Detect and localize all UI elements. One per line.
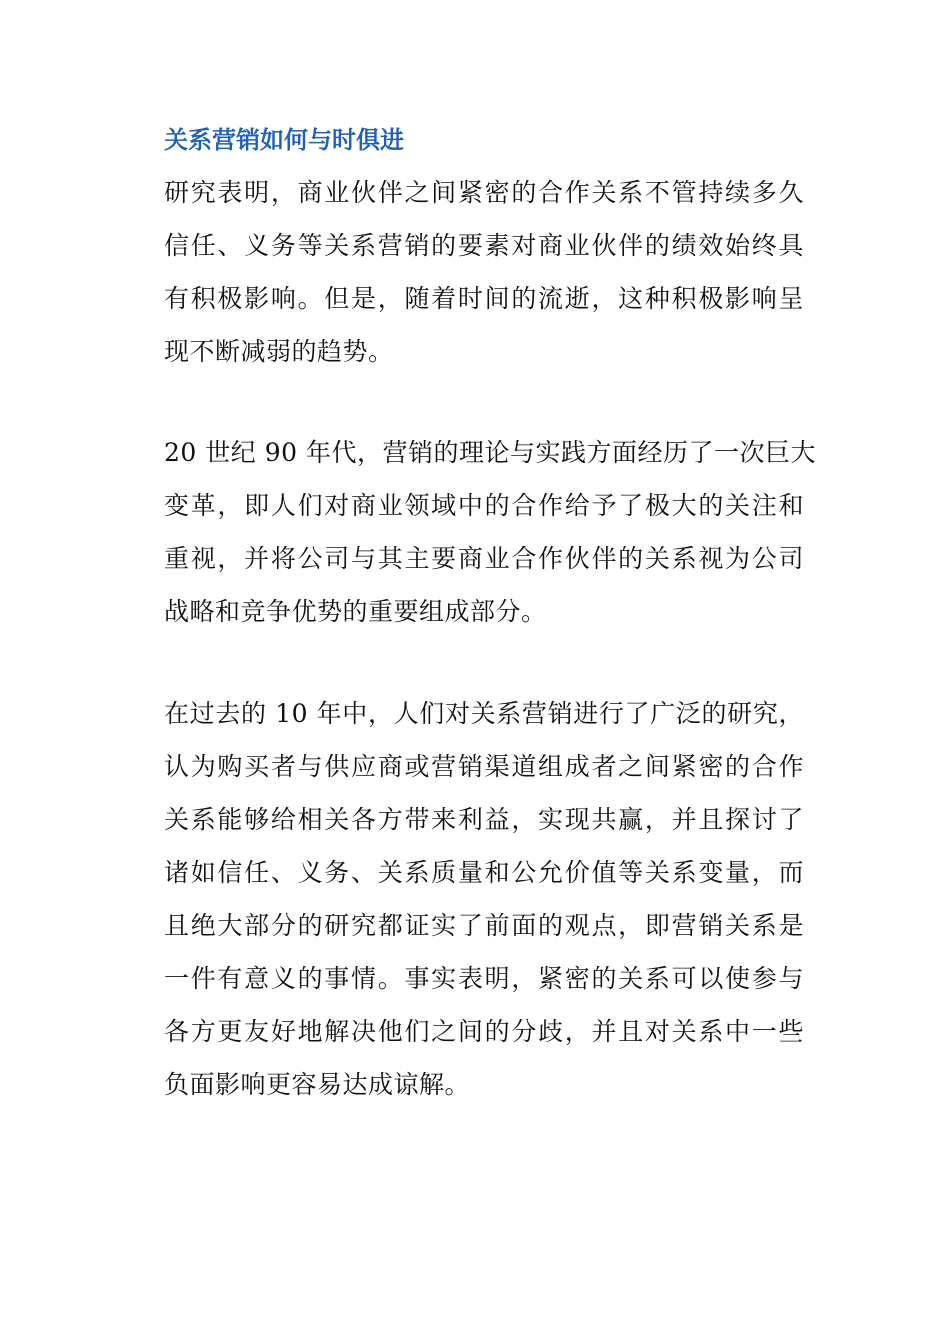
paragraph-3-line-8: 负面影响更容易达成谅解。: [164, 1070, 471, 1099]
paragraph-3-line-2: 认为购买者与供应商或营销渠道组成者之间紧密的合作: [164, 752, 804, 781]
paragraph-2-line-1: 20 世纪 90 年代，营销的理论与实践方面经历了一次巨大: [164, 438, 816, 467]
paragraph-2-line-4: 战略和竞争优势的重要组成部分。: [164, 597, 547, 626]
paragraph-3-line-3: 关系能够给相关各方带来利益，实现共赢，并且探讨了: [164, 805, 804, 834]
document-title: 关系营销如何与时俱进: [164, 126, 404, 154]
paragraph-2-line-3: 重视，并将公司与其主要商业合作伙伴的关系视为公司: [164, 544, 804, 573]
paragraph-3-line-5: 且绝大部分的研究都证实了前面的观点，即营销关系是: [164, 911, 804, 940]
paragraph-3-line-4: 诸如信任、义务、关系质量和公允价值等关系变量，而: [164, 858, 804, 887]
paragraph-1-line-2: 信任、义务等关系营销的要素对商业伙伴的绩效始终具: [164, 231, 804, 260]
paragraph-3-line-6: 一件有意义的事情。事实表明，紧密的关系可以使参与: [164, 964, 804, 993]
paragraph-1-line-4: 现不断减弱的趋势。: [164, 337, 394, 366]
paragraph-1-line-3: 有积极影响。但是，随着时间的流逝，这种积极影响呈: [164, 284, 804, 313]
paragraph-1-line-1: 研究表明，商业伙伴之间紧密的合作关系不管持续多久: [164, 178, 804, 207]
paragraph-2-line-2: 变革，即人们对商业领域中的合作给予了极大的关注和: [164, 491, 804, 520]
paragraph-3-line-1: 在过去的 10 年中，人们对关系营销进行了广泛的研究，: [164, 699, 804, 728]
paragraph-3-line-7: 各方更友好地解决他们之间的分歧，并且对关系中一些: [164, 1017, 804, 1046]
